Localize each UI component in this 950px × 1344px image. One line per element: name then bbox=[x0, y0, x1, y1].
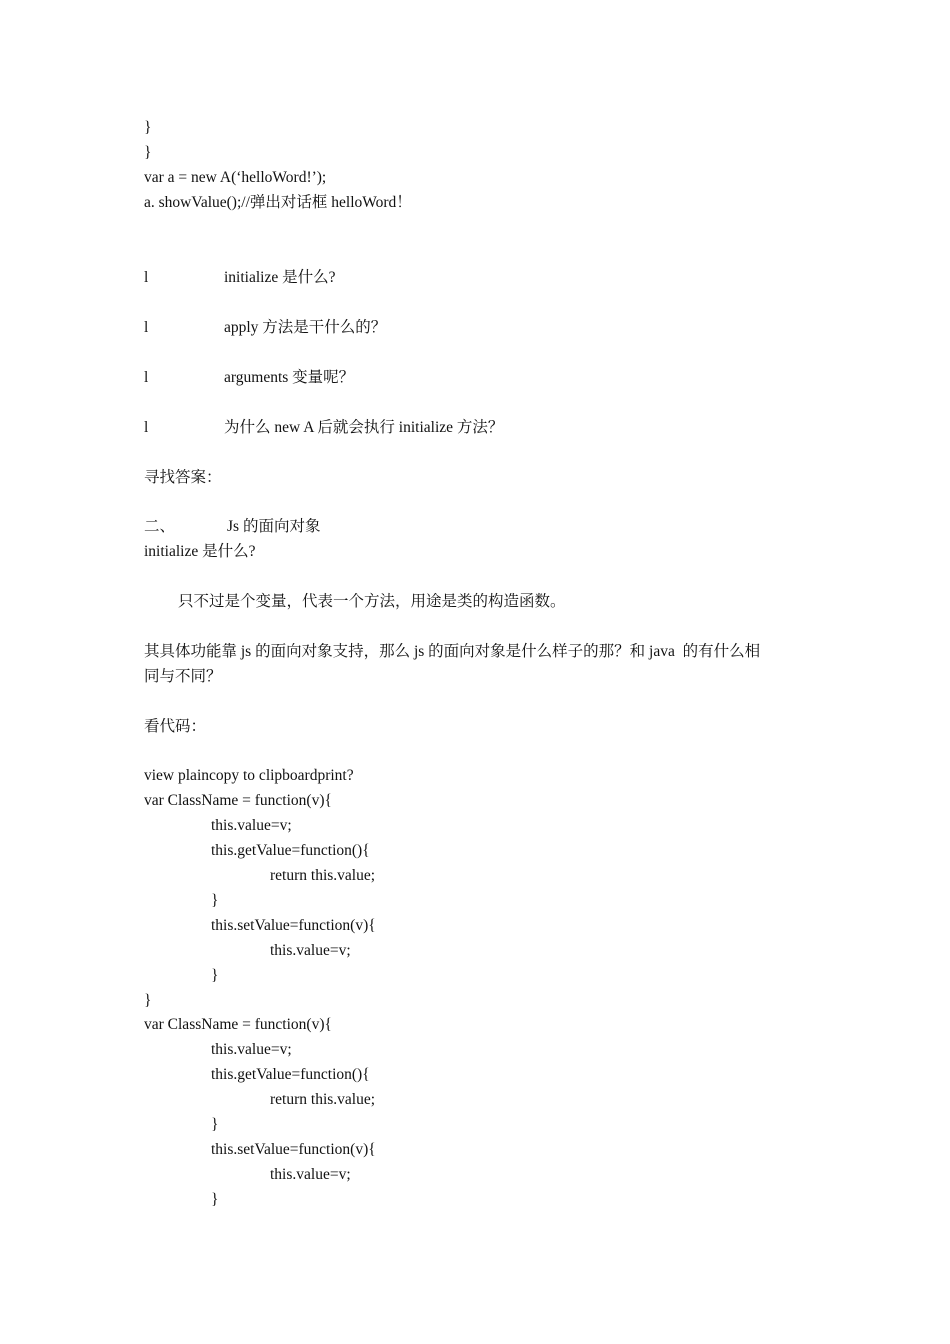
code-line: this.setValue=function(v){ bbox=[211, 1141, 376, 1158]
paragraph-find-answer: 寻找答案： bbox=[144, 469, 222, 486]
question-item: arguments 变量呢？ bbox=[224, 369, 355, 386]
code-line: a. showValue();//弹出对话框 helloWord！ bbox=[144, 194, 412, 211]
code-line: } bbox=[144, 119, 152, 136]
code-line: } bbox=[211, 1116, 219, 1133]
answer-paragraph: 只不过是个变量，代表一个方法，用途是类的构造函数。 bbox=[178, 593, 566, 610]
code-line: } bbox=[211, 967, 219, 984]
bullet-marker: l bbox=[144, 269, 149, 286]
code-line: var a = new A(‘helloWord!’); bbox=[144, 169, 327, 186]
bullet-marker: l bbox=[144, 319, 149, 336]
code-line: this.value=v; bbox=[270, 942, 351, 959]
code-line: this.getValue=function(){ bbox=[211, 842, 370, 859]
code-line: } bbox=[211, 1191, 219, 1208]
bullet-marker: l bbox=[144, 369, 149, 386]
code-line: } bbox=[144, 144, 152, 161]
section-question: initialize 是什么? bbox=[144, 543, 256, 560]
intro-paragraph-line: 其具体功能靠 js 的面向对象支持，那么 js 的面向对象是什么样子的那？和 java 的有什么相 bbox=[144, 643, 761, 660]
code-line: this.value=v; bbox=[270, 1166, 351, 1183]
paragraph-look-code: 看代码： bbox=[144, 718, 207, 735]
code-line: this.value=v; bbox=[211, 817, 292, 834]
intro-paragraph-line: 同与不同？ bbox=[144, 668, 222, 685]
code-line: return this.value; bbox=[270, 867, 376, 884]
code-line: this.value=v; bbox=[211, 1041, 292, 1058]
question-item: initialize 是什么? bbox=[224, 269, 336, 286]
question-item: apply 方法是干什么的？ bbox=[224, 319, 387, 336]
code-line: this.getValue=function(){ bbox=[211, 1066, 370, 1083]
code-line: this.setValue=function(v){ bbox=[211, 917, 376, 934]
code-toolbar-text: view plaincopy to clipboardprint? bbox=[144, 767, 354, 784]
code-line: } bbox=[211, 892, 219, 909]
code-line: return this.value; bbox=[270, 1091, 376, 1108]
code-line: var ClassName = function(v){ bbox=[144, 792, 332, 809]
question-item: 为什么 new A 后就会执行 initialize 方法？ bbox=[224, 419, 504, 436]
code-line: } bbox=[144, 992, 152, 1009]
section-title: Js 的面向对象 bbox=[227, 518, 321, 535]
section-number: 二、 bbox=[144, 518, 176, 535]
bullet-marker: l bbox=[144, 419, 149, 436]
code-line: var ClassName = function(v){ bbox=[144, 1016, 332, 1033]
